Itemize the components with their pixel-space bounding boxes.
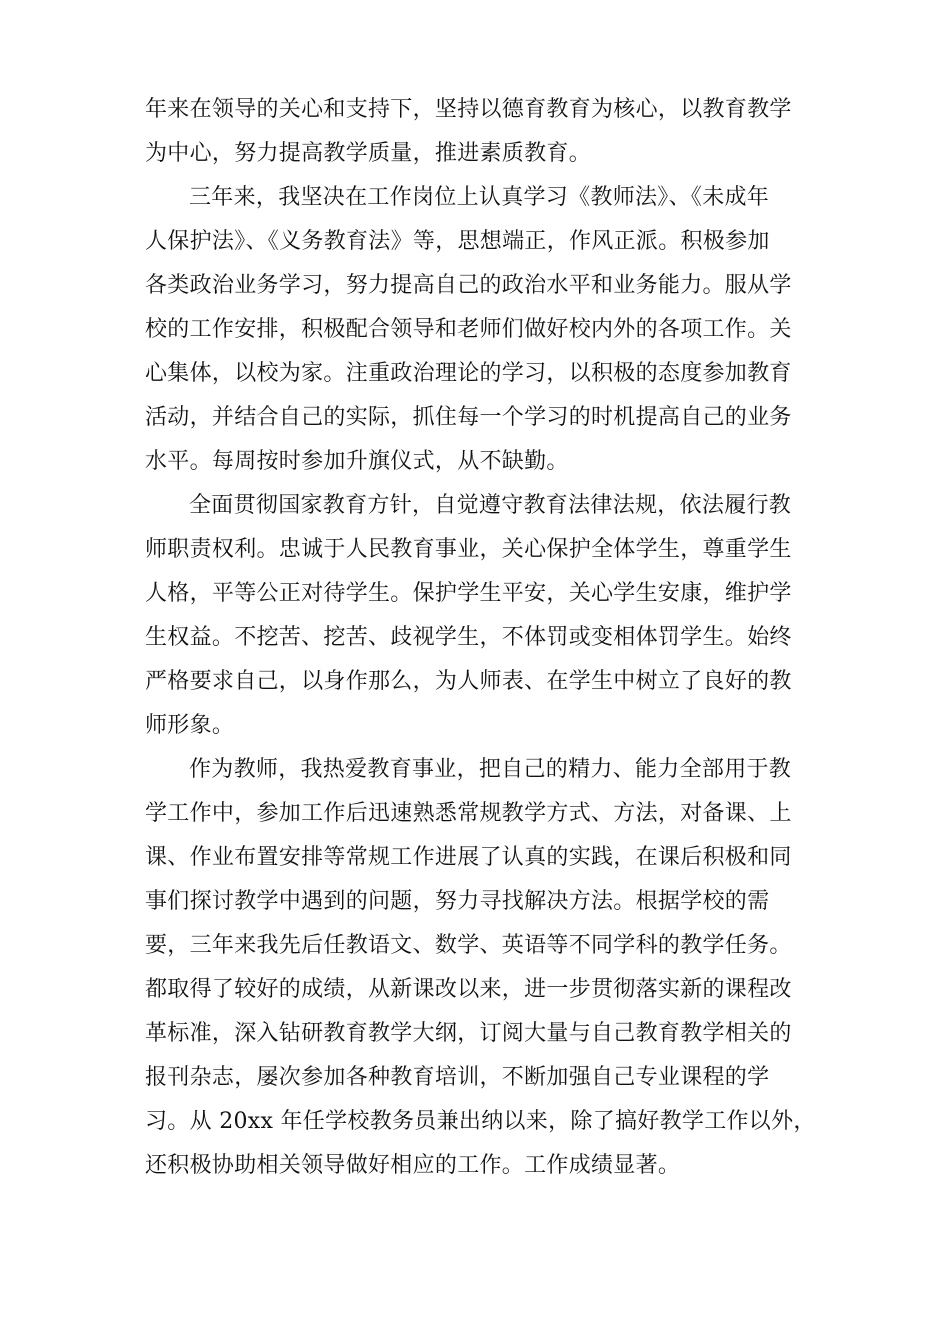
text-line: 作为教师，我热爱教育事业，把自己的精力、能力全部用于教 [189, 757, 792, 782]
text-line: 生权益。不挖苦、挖苦、歧视学生，不体罚或变相体罚学生。始终 [145, 625, 792, 650]
text-line: 报刊杂志，屡次参加各种教育培训，不断加强自己专业课程的学 [145, 1065, 770, 1090]
text-line: 要，三年来我先后任教语文、数学、英语等不同学科的教学任务。 [145, 933, 792, 958]
paragraph-4 [145, 748, 816, 1188]
paragraph-3 [145, 484, 805, 748]
text-line: 课、作业布置安排等常规工作进展了认真的实践，在课后积极和同 [145, 845, 792, 870]
text-line: 习。从 20xx 年任学校教务员兼出纳以来，除了搞好教学工作以外， [145, 1109, 816, 1134]
text-line: 师形象。 [145, 713, 235, 738]
text-line: 人格，平等公正对待学生。保护学生平安，关心学生安康，维护学 [145, 581, 792, 606]
text-line: 为中心，努力提高教学质量，推进素质教育。 [145, 141, 592, 166]
text-line: 校的工作安排，积极配合领导和老师们做好校内外的各项工作。关 [145, 317, 792, 342]
body-text [145, 88, 816, 1188]
paragraph-1 [145, 88, 805, 176]
text-line: 师职责权利。忠诚于人民教育事业，关心保护全体学生，尊重学生 [145, 537, 792, 562]
text-line: 还积极协助相关领导做好相应的工作。工作成绩显著。 [145, 1153, 681, 1178]
text-line: 各类政治业务学习，努力提高自己的政治水平和业务能力。服从学 [145, 273, 792, 298]
text-line: 心集体，以校为家。注重政治理论的学习，以积极的态度参加教育 [145, 361, 792, 386]
text-line: 水平。每周按时参加升旗仪式，从不缺勤。 [145, 449, 569, 474]
text-line: 学工作中，参加工作后迅速熟悉常规教学方式、方法，对备课、上 [145, 801, 792, 826]
text-line: 全面贯彻国家教育方针，自觉遵守教育法律法规，依法履行教 [189, 493, 792, 518]
text-line: 事们探讨教学中遇到的问题，努力寻找解决方法。根据学校的需 [145, 889, 770, 914]
text-line: 年来在领导的关心和支持下，坚持以德育教育为核心，以教育教学 [145, 97, 792, 122]
paragraph-2 [145, 176, 805, 484]
text-line: 都取得了较好的成绩，从新课改以来，进一步贯彻落实新的课程改 [145, 977, 792, 1002]
text-line: 三年来，我坚决在工作岗位上认真学习《教师法》、《未成年 [189, 185, 770, 210]
text-line: 活动，并结合自己的实际，抓住每一个学习的时机提高自己的业务 [145, 405, 792, 430]
text-line: 革标准，深入钻研教育教学大纲，订阅大量与自己教育教学相关的 [145, 1021, 792, 1046]
text-line: 严格要求自己，以身作那么，为人师表、在学生中树立了良好的教 [145, 669, 792, 694]
text-line: 人保护法》、《义务教育法》等，思想端正，作风正派。积极参加 [145, 229, 770, 254]
